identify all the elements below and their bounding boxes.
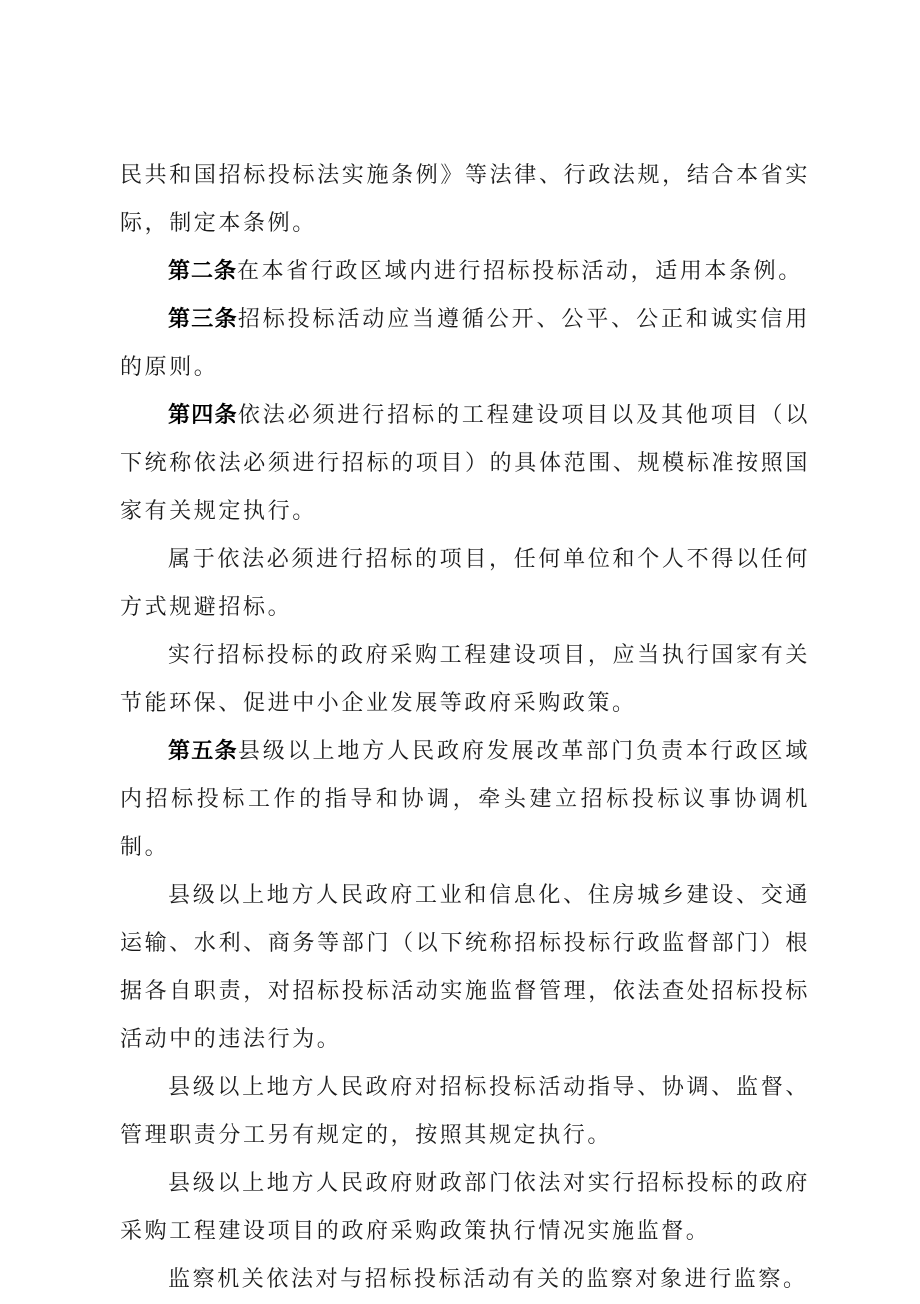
- article-5-clause-4: [120, 1160, 810, 1256]
- paragraph-text: 监察机关依法对与招标投标活动有关的监察对象进行监察。: [168, 1267, 808, 1292]
- article-5-clause-5: [120, 1256, 810, 1304]
- article-4: [120, 392, 810, 536]
- article-5: [120, 728, 810, 872]
- paragraph-text: 实行招标投标的政府采购工程建设项目，应当执行国家有关节能环保、促进中小企业发展等政府采购政策。: [120, 643, 810, 716]
- article-4-clause-3: [120, 632, 810, 728]
- paragraph-text: 县级以上地方人民政府对招标投标活动指导、协调、监督、管理职责分工另有规定的，按照其规定执行。: [120, 1075, 810, 1148]
- paragraph-text: 县级以上地方人民政府工业和信息化、住房城乡建设、交通运输、水利、商务等部门（以下统称招标投标行政监督部门）根据各自职责，对招标投标活动实施监督管理，依法查处招标投标活动中的违法行为。: [120, 883, 810, 1052]
- article-heading: 第三条: [168, 307, 238, 332]
- paragraph-text: 依法必须进行招标的工程建设项目以及其他项目（以下统称依法必须进行招标的项目）的具体范围、规模标准按照国家有关规定执行。: [120, 403, 810, 524]
- document-body: [120, 152, 810, 1304]
- paragraph-text: 县级以上地方人民政府发展改革部门负责本行政区域内招标投标工作的指导和协调，牵头建立招标投标议事协调机制。: [120, 739, 810, 860]
- paragraph-text: 属于依法必须进行招标的项目，任何单位和个人不得以任何方式规避招标。: [120, 547, 810, 620]
- article-3: [120, 296, 810, 392]
- paragraph-text: 在本省行政区域内进行招标投标活动，适用本条例。: [237, 259, 803, 284]
- paragraph-text: 招标投标活动应当遵循公开、公平、公正和诚实信用的原则。: [120, 307, 810, 380]
- article-5-clause-2: [120, 872, 810, 1064]
- article-heading: 第五条: [168, 739, 238, 764]
- paragraph-text: 县级以上地方人民政府财政部门依法对实行招标投标的政府采购工程建设项目的政府采购政策执行情况实施监督。: [120, 1171, 810, 1244]
- article-heading: 第二条: [168, 259, 238, 284]
- article-heading: 第四条: [168, 403, 238, 428]
- paragraph-intro-continuation: [120, 152, 810, 248]
- article-4-clause-2: [120, 536, 810, 632]
- article-5-clause-3: [120, 1064, 810, 1160]
- paragraph-text: 民共和国招标投标法实施条例》等法律、行政法规，结合本省实际，制定本条例。: [120, 163, 810, 236]
- article-2: [120, 248, 810, 296]
